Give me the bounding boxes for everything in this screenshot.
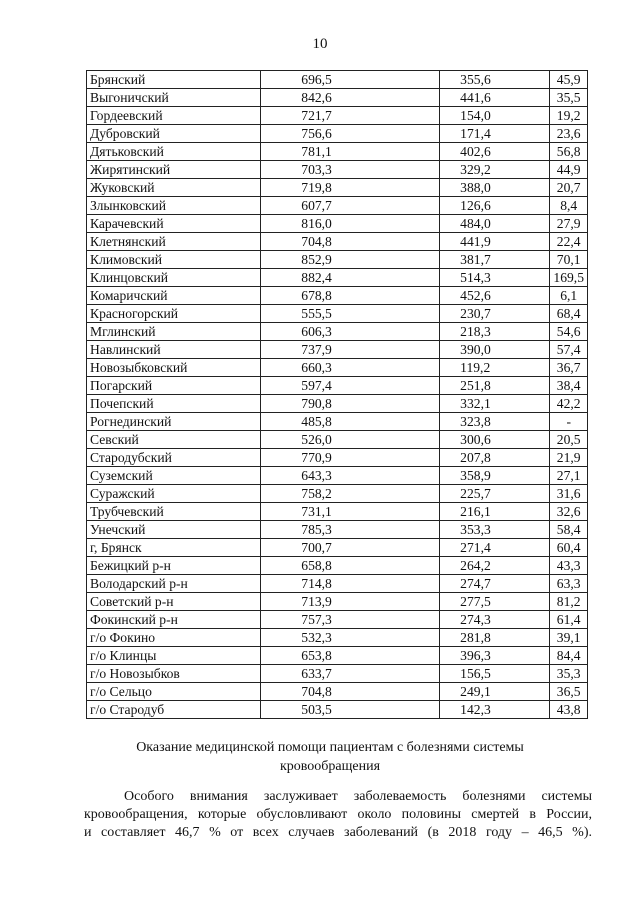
- page-number: 10: [312, 36, 328, 52]
- value-cell-3: 43,8: [550, 701, 588, 719]
- value-cell-3: 39,1: [550, 629, 588, 647]
- value-cell-3: 81,2: [550, 593, 588, 611]
- value-cell-3: 36,7: [550, 359, 588, 377]
- value-cell-1: 633,7: [261, 665, 440, 683]
- district-cell: Жуковский: [87, 179, 261, 197]
- district-cell: Советский р-н: [87, 593, 261, 611]
- value-cell-3: 22,4: [550, 233, 588, 251]
- value-cell-2: 514,3: [440, 269, 550, 287]
- value-cell-2: 353,3: [440, 521, 550, 539]
- table-row: [87, 629, 588, 647]
- value-cell-1: 526,0: [261, 431, 440, 449]
- district-cell: г/о Новозыбков: [87, 665, 261, 683]
- district-cell: Выгоничский: [87, 89, 261, 107]
- value-cell-2: 381,7: [440, 251, 550, 269]
- district-cell: Суражский: [87, 485, 261, 503]
- value-cell-3: -: [550, 413, 588, 431]
- value-cell-2: 264,2: [440, 557, 550, 575]
- value-cell-1: 785,3: [261, 521, 440, 539]
- table-row: [87, 179, 588, 197]
- value-cell-2: 207,8: [440, 449, 550, 467]
- table-row: [87, 701, 588, 719]
- value-cell-2: 251,8: [440, 377, 550, 395]
- paragraph-line-1: Особого внимания заслуживает заболеваемость болезнями системы: [124, 789, 592, 804]
- value-cell-2: 218,3: [440, 323, 550, 341]
- value-cell-1: 703,3: [261, 161, 440, 179]
- value-cell-1: 607,7: [261, 197, 440, 215]
- table-row: [87, 485, 588, 503]
- table-row: [87, 215, 588, 233]
- district-cell: Карачевский: [87, 215, 261, 233]
- value-cell-1: 790,8: [261, 395, 440, 413]
- value-cell-3: 84,4: [550, 647, 588, 665]
- value-cell-1: 713,9: [261, 593, 440, 611]
- district-cell: Жирятинский: [87, 161, 261, 179]
- value-cell-3: 19,2: [550, 107, 588, 125]
- value-cell-3: 70,1: [550, 251, 588, 269]
- value-cell-1: 719,8: [261, 179, 440, 197]
- value-cell-3: 45,9: [550, 71, 588, 89]
- value-cell-2: 452,6: [440, 287, 550, 305]
- value-cell-2: 388,0: [440, 179, 550, 197]
- district-cell: Погарский: [87, 377, 261, 395]
- value-cell-3: 60,4: [550, 539, 588, 557]
- district-cell: Почепский: [87, 395, 261, 413]
- value-cell-3: 54,6: [550, 323, 588, 341]
- value-cell-2: 332,1: [440, 395, 550, 413]
- value-cell-3: 38,4: [550, 377, 588, 395]
- value-cell-1: 882,4: [261, 269, 440, 287]
- district-cell: Володарский р-н: [87, 575, 261, 593]
- value-cell-1: 757,3: [261, 611, 440, 629]
- value-cell-1: 532,3: [261, 629, 440, 647]
- value-cell-2: 271,4: [440, 539, 550, 557]
- district-cell: г/о Фокино: [87, 629, 261, 647]
- value-cell-1: 658,8: [261, 557, 440, 575]
- value-cell-2: 156,5: [440, 665, 550, 683]
- table-row: [87, 683, 588, 701]
- table-body: [87, 71, 588, 719]
- district-cell: г/о Сельцо: [87, 683, 261, 701]
- district-cell: Брянский: [87, 71, 261, 89]
- value-cell-3: 6,1: [550, 287, 588, 305]
- district-cell: Унечский: [87, 521, 261, 539]
- district-cell: Комаричский: [87, 287, 261, 305]
- value-cell-1: 555,5: [261, 305, 440, 323]
- table-row: [87, 107, 588, 125]
- value-cell-1: 781,1: [261, 143, 440, 161]
- value-cell-1: 653,8: [261, 647, 440, 665]
- value-cell-1: 852,9: [261, 251, 440, 269]
- district-cell: Севский: [87, 431, 261, 449]
- value-cell-3: 42,2: [550, 395, 588, 413]
- value-cell-2: 171,4: [440, 125, 550, 143]
- district-cell: Бежицкий р-н: [87, 557, 261, 575]
- value-cell-2: 281,8: [440, 629, 550, 647]
- district-cell: Рогнединский: [87, 413, 261, 431]
- table-row: [87, 647, 588, 665]
- table-row: [87, 305, 588, 323]
- value-cell-2: 396,3: [440, 647, 550, 665]
- value-cell-1: 731,1: [261, 503, 440, 521]
- value-cell-3: 27,9: [550, 215, 588, 233]
- value-cell-3: 32,6: [550, 503, 588, 521]
- table-row: [87, 413, 588, 431]
- table-row: [87, 251, 588, 269]
- value-cell-3: 68,4: [550, 305, 588, 323]
- table-row: [87, 449, 588, 467]
- table-row: [87, 539, 588, 557]
- value-cell-1: 714,8: [261, 575, 440, 593]
- table-row: [87, 287, 588, 305]
- value-cell-1: 704,8: [261, 683, 440, 701]
- district-cell: г/о Стародуб: [87, 701, 261, 719]
- value-cell-2: 358,9: [440, 467, 550, 485]
- table-row: [87, 161, 588, 179]
- district-cell: Трубчевский: [87, 503, 261, 521]
- table-row: [87, 269, 588, 287]
- value-cell-1: 696,5: [261, 71, 440, 89]
- district-cell: Красногорский: [87, 305, 261, 323]
- value-cell-2: 126,6: [440, 197, 550, 215]
- value-cell-3: 44,9: [550, 161, 588, 179]
- value-cell-2: 154,0: [440, 107, 550, 125]
- body-paragraph: [84, 788, 592, 842]
- table-row: [87, 611, 588, 629]
- table-row: [87, 341, 588, 359]
- district-cell: Мглинский: [87, 323, 261, 341]
- value-cell-1: 816,0: [261, 215, 440, 233]
- value-cell-2: 216,1: [440, 503, 550, 521]
- section-title: [100, 738, 560, 776]
- value-cell-2: 390,0: [440, 341, 550, 359]
- value-cell-1: 643,3: [261, 467, 440, 485]
- table-row: [87, 395, 588, 413]
- table-row: [87, 557, 588, 575]
- value-cell-2: 323,8: [440, 413, 550, 431]
- table-row: [87, 89, 588, 107]
- value-cell-3: 20,7: [550, 179, 588, 197]
- value-cell-1: 678,8: [261, 287, 440, 305]
- value-cell-3: 35,3: [550, 665, 588, 683]
- district-cell: Климовский: [87, 251, 261, 269]
- table-row: [87, 521, 588, 539]
- value-cell-2: 274,7: [440, 575, 550, 593]
- value-cell-3: 23,6: [550, 125, 588, 143]
- district-cell: Клинцовский: [87, 269, 261, 287]
- value-cell-2: 249,1: [440, 683, 550, 701]
- value-cell-2: 441,6: [440, 89, 550, 107]
- value-cell-3: 36,5: [550, 683, 588, 701]
- value-cell-3: 58,4: [550, 521, 588, 539]
- district-cell: г, Брянск: [87, 539, 261, 557]
- value-cell-1: 758,2: [261, 485, 440, 503]
- district-cell: Фокинский р-н: [87, 611, 261, 629]
- table-row: [87, 197, 588, 215]
- morbidity-table: [86, 70, 588, 719]
- value-cell-2: 441,9: [440, 233, 550, 251]
- table-row: [87, 143, 588, 161]
- table-row: [87, 575, 588, 593]
- district-cell: Суземский: [87, 467, 261, 485]
- value-cell-1: 597,4: [261, 377, 440, 395]
- value-cell-2: 142,3: [440, 701, 550, 719]
- value-cell-2: 274,3: [440, 611, 550, 629]
- value-cell-3: 21,9: [550, 449, 588, 467]
- table-row: [87, 665, 588, 683]
- section-title-line-2: кровообращения: [279, 759, 381, 774]
- district-cell: Гордеевский: [87, 107, 261, 125]
- district-cell: Дубровский: [87, 125, 261, 143]
- value-cell-2: 277,5: [440, 593, 550, 611]
- table-row: [87, 359, 588, 377]
- district-cell: Дятьковский: [87, 143, 261, 161]
- district-cell: Клетнянский: [87, 233, 261, 251]
- table-row: [87, 125, 588, 143]
- table-row: [87, 71, 588, 89]
- value-cell-2: 225,7: [440, 485, 550, 503]
- table-row: [87, 431, 588, 449]
- value-cell-2: 230,7: [440, 305, 550, 323]
- value-cell-1: 700,7: [261, 539, 440, 557]
- value-cell-2: 484,0: [440, 215, 550, 233]
- district-cell: Злынковский: [87, 197, 261, 215]
- value-cell-3: 56,8: [550, 143, 588, 161]
- value-cell-3: 61,4: [550, 611, 588, 629]
- value-cell-1: 606,3: [261, 323, 440, 341]
- value-cell-3: 8,4: [550, 197, 588, 215]
- value-cell-2: 329,2: [440, 161, 550, 179]
- table-row: [87, 377, 588, 395]
- value-cell-1: 737,9: [261, 341, 440, 359]
- value-cell-2: 300,6: [440, 431, 550, 449]
- value-cell-1: 704,8: [261, 233, 440, 251]
- table-row: [87, 233, 588, 251]
- value-cell-1: 756,6: [261, 125, 440, 143]
- value-cell-1: 770,9: [261, 449, 440, 467]
- value-cell-3: 20,5: [550, 431, 588, 449]
- value-cell-2: 355,6: [440, 71, 550, 89]
- value-cell-3: 35,5: [550, 89, 588, 107]
- district-cell: Стародубский: [87, 449, 261, 467]
- district-cell: Навлинский: [87, 341, 261, 359]
- value-cell-3: 31,6: [550, 485, 588, 503]
- table-row: [87, 503, 588, 521]
- table-row: [87, 467, 588, 485]
- value-cell-3: 27,1: [550, 467, 588, 485]
- value-cell-1: 660,3: [261, 359, 440, 377]
- value-cell-1: 842,6: [261, 89, 440, 107]
- value-cell-3: 43,3: [550, 557, 588, 575]
- value-cell-3: 63,3: [550, 575, 588, 593]
- value-cell-1: 721,7: [261, 107, 440, 125]
- district-cell: г/о Клинцы: [87, 647, 261, 665]
- section-title-line-1: Оказание медицинской помощи пациентам с болезнями системы: [136, 740, 524, 755]
- value-cell-1: 485,8: [261, 413, 440, 431]
- value-cell-2: 119,2: [440, 359, 550, 377]
- district-cell: Новозыбковский: [87, 359, 261, 377]
- paragraph-line-2: кровообращения, которые обусловливают около половины смертей в России,: [84, 807, 592, 822]
- paragraph-line-3: и составляет 46,7 % от всех случаев заболеваний (в 2018 году – 46,5 %).: [84, 825, 592, 840]
- value-cell-3: 57,4: [550, 341, 588, 359]
- table-row: [87, 323, 588, 341]
- value-cell-2: 402,6: [440, 143, 550, 161]
- value-cell-1: 503,5: [261, 701, 440, 719]
- value-cell-3: 169,5: [550, 269, 588, 287]
- table-row: [87, 593, 588, 611]
